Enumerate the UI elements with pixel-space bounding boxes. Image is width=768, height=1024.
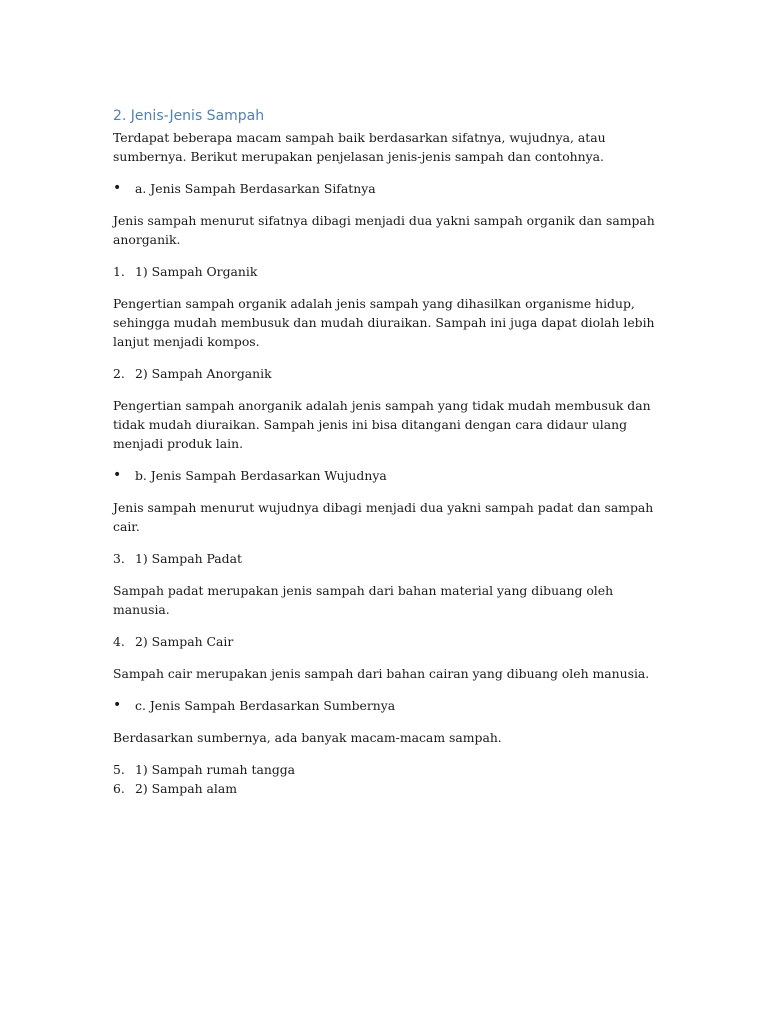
- bullet-icon: •: [113, 180, 122, 196]
- paragraph-padat: Sampah padat merupakan jenis sampah dari bahan material yang dibuang oleh manusia.: [113, 583, 614, 617]
- list-label: 2) Sampah alam: [135, 781, 238, 796]
- paragraph-wujud: Jenis sampah menurut wujudnya dibagi menjadi dua yakni sampah padat dan sampah cair.: [113, 500, 654, 534]
- list-label: 1) Sampah rumah tangga: [135, 762, 296, 777]
- list-item-alam: [113, 779, 673, 798]
- list-label: 2) Sampah Cair: [135, 634, 234, 649]
- list-item-organik: [113, 262, 673, 281]
- list-item-cair: [113, 632, 673, 651]
- list-number: 4.: [113, 634, 125, 649]
- paragraph-sumber: Berdasarkan sumbernya, ada banyak macam-macam sampah.: [113, 730, 502, 745]
- bullet-label: b. Jenis Sampah Berdasarkan Wujudnya: [135, 468, 387, 483]
- paragraph-anorganik: Pengertian sampah anorganik adalah jenis sampah yang tidak mudah membusuk dan tidak mudah diuraikan. Sampah jenis ini bisa ditangani dengan cara didaur ulang menjadi produk lain.: [113, 398, 651, 451]
- list-number: 1.: [113, 264, 125, 279]
- bullet-icon: •: [113, 697, 122, 713]
- list-label: 2) Sampah Anorganik: [135, 366, 272, 381]
- list-item-rumah-tangga: [113, 760, 673, 779]
- list-label: 1) Sampah Organik: [135, 264, 258, 279]
- list-label: 1) Sampah Padat: [135, 551, 242, 566]
- bullet-label: c. Jenis Sampah Berdasarkan Sumbernya: [135, 698, 396, 713]
- paragraph-cair: Sampah cair merupakan jenis sampah dari bahan cairan yang dibuang oleh manusia.: [113, 666, 650, 681]
- bullet-item-sifat: [113, 179, 673, 198]
- list-number: 2.: [113, 366, 125, 381]
- intro-paragraph: Terdapat beberapa macam sampah baik berdasarkan sifatnya, wujudnya, atau sumbernya. Berikut merupakan penjelasan jenis-jenis sampah dan contohnya.: [113, 130, 606, 164]
- bullet-label: a. Jenis Sampah Berdasarkan Sifatnya: [135, 181, 376, 196]
- bullet-item-wujud: [113, 466, 673, 485]
- section-heading: 2. Jenis-Jenis Sampah: [113, 108, 265, 124]
- paragraph-organik: Pengertian sampah organik adalah jenis sampah yang dihasilkan organisme hidup, sehingga mudah membusuk dan mudah diuraikan. Sampah ini juga dapat diolah lebih lanjut menjadi kompos.: [113, 296, 655, 349]
- list-number: 3.: [113, 551, 125, 566]
- bullet-item-sumber: [113, 696, 673, 715]
- paragraph-sifat: Jenis sampah menurut sifatnya dibagi menjadi dua yakni sampah organik dan sampah anorganik.: [113, 213, 655, 247]
- list-number: 6.: [113, 781, 125, 796]
- list-item-anorganik: [113, 364, 673, 383]
- document-page: [113, 106, 673, 798]
- list-item-padat: [113, 549, 673, 568]
- list-number: 5.: [113, 762, 125, 777]
- bullet-icon: •: [113, 467, 122, 483]
